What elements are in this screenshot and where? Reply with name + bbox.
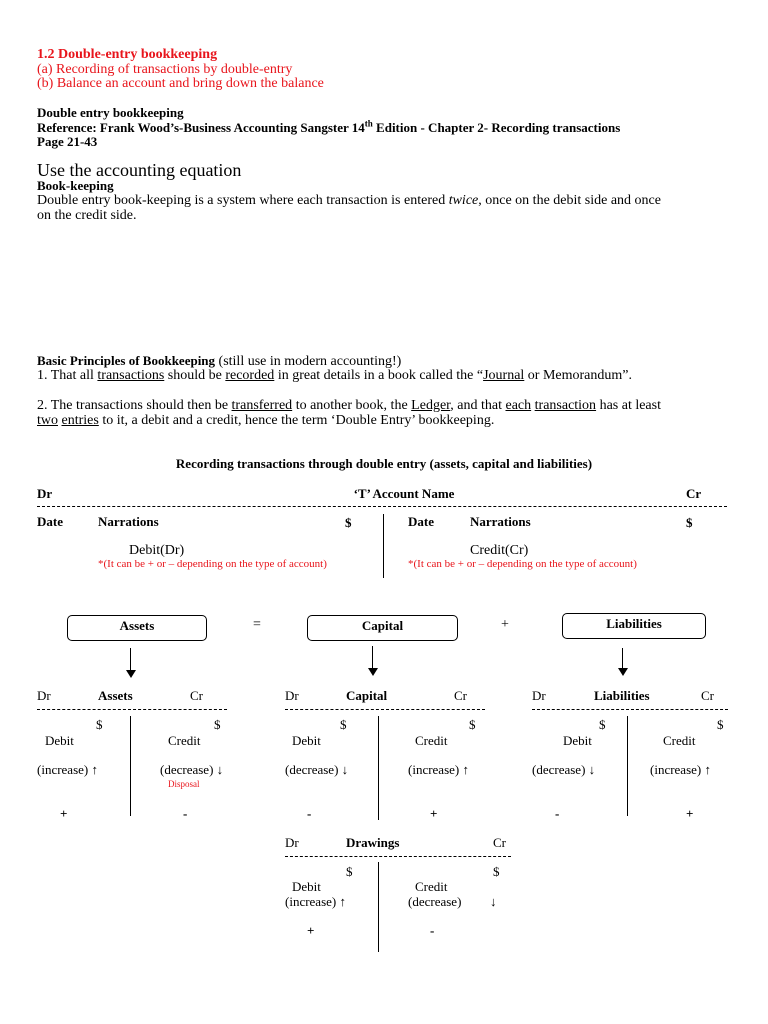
liabilities-left-effect: (decrease) ↓ (532, 762, 596, 777)
intro-title: Use the accounting equation (37, 160, 242, 180)
liabilities-right-effect: (increase) ↑ (650, 762, 711, 777)
p2-text: 2. The transactions should then be (37, 398, 232, 413)
capital-credit: Credit (415, 733, 448, 748)
plus-sign: + (501, 617, 509, 632)
p2-underline: two (37, 413, 58, 428)
principle-2-line1 (37, 398, 661, 413)
capital-arrow-line (372, 646, 373, 670)
liabilities-credit: Credit (663, 733, 696, 748)
drawings-left-effect: (increase) ↑ (285, 894, 346, 909)
capital-debit: Debit (292, 733, 321, 748)
principles-heading-line (37, 353, 401, 369)
t-account-name: ‘T’ Account Name (353, 486, 455, 501)
t-credit-label: Credit(Cr) (470, 543, 529, 558)
assets-dr: Dr (37, 688, 51, 703)
assets-title: Assets (98, 688, 133, 703)
drawings-credit: Credit (415, 879, 448, 894)
liabilities-arrow-head (618, 668, 628, 676)
capital-left-sign: - (307, 806, 312, 821)
p2-text: , and that (450, 398, 506, 413)
t-cr-label: Cr (686, 486, 702, 501)
t-account-caption: Recording transactions through double entry (assets, capital and liabilities) (175, 456, 593, 471)
drawings-cur-left: $ (346, 864, 353, 879)
capital-right-sign: + (430, 806, 438, 821)
intro-text-after: , once on the debit side and once (478, 193, 661, 208)
liabilities-cr: Cr (701, 688, 714, 703)
drawings-right-effect: (decrease) (408, 894, 462, 909)
capital-dr: Dr (285, 688, 299, 703)
drawings-rule (285, 856, 511, 857)
t-debit-label: Debit(Dr) (129, 543, 185, 558)
liabilities-debit: Debit (563, 733, 592, 748)
liabilities-title: Liabilities (594, 688, 650, 703)
p2-underline: transaction (534, 398, 597, 413)
intro-text-before: Double entry book-keeping is a system where each transaction is entered (37, 193, 449, 208)
t-dr-label: Dr (37, 486, 53, 501)
liabilities-box (562, 613, 706, 639)
reference-pages: Page 21-43 (37, 134, 98, 149)
capital-box (307, 615, 458, 641)
t-debit-note: *(It can be + or – depending on the type of account) (98, 558, 327, 570)
principle-1 (37, 368, 632, 383)
principles-heading-note: (still use in modern accounting!) (215, 354, 402, 369)
t-left-narrations: Narrations (98, 514, 159, 529)
drawings-title: Drawings (346, 835, 400, 850)
p2-underline: each (505, 398, 532, 413)
principles-heading: Basic Principles of Bookkeeping (37, 353, 216, 368)
objective-a: (a) Recording of transactions by double-entry (37, 62, 293, 77)
p2-text: has at least (596, 398, 661, 413)
liabilities-right-sign: + (686, 806, 694, 821)
t-credit-note: *(It can be + or – depending on the type of account) (408, 558, 637, 570)
liabilities-left-sign: - (555, 806, 560, 821)
capital-right-effect: (increase) ↑ (408, 762, 469, 777)
liabilities-dr: Dr (532, 688, 546, 703)
p1-underline: Journal (483, 368, 525, 383)
p2-text: to it, a debit and a credit, hence the term ‘Double Entry’ bookkeeping. (98, 413, 495, 428)
p1-text: or Memorandum”. (524, 368, 632, 383)
reference-superscript: th (364, 118, 373, 129)
t-account-rule (37, 506, 727, 507)
drawings-right-sign: - (430, 923, 435, 938)
equals-sign: = (253, 617, 261, 632)
reference-heading: Double entry bookkeeping (37, 105, 184, 120)
t-right-narrations: Narrations (470, 514, 531, 529)
assets-rule (37, 709, 227, 710)
principle-2-line2 (37, 413, 494, 428)
drawings-left-sign: + (307, 923, 315, 938)
capital-arrow-head (368, 668, 378, 676)
p2-underline: entries (61, 413, 99, 428)
assets-debit: Debit (45, 733, 74, 748)
reference-prefix: Reference: Frank Wood’s-Business Accounting Sangster 14 (37, 120, 365, 135)
capital-rule (285, 709, 485, 710)
p1-text: in great details in a book called the “ (274, 368, 484, 383)
t-left-currency: $ (345, 515, 352, 530)
assets-arrow-line (130, 648, 131, 672)
liabilities-box-label: Liabilities (606, 616, 662, 631)
drawings-cr: Cr (493, 835, 506, 850)
p2-underline: transferred (231, 398, 293, 413)
assets-left-sign: + (60, 806, 68, 821)
drawings-down-arrow: ↓ (490, 894, 497, 909)
p1-underline: recorded (225, 368, 275, 383)
assets-right-sign: - (183, 806, 188, 821)
drawings-debit: Debit (292, 879, 321, 894)
capital-cr: Cr (454, 688, 467, 703)
liabilities-divider (627, 716, 628, 816)
drawings-cur-right: $ (493, 864, 500, 879)
drawings-divider (378, 862, 379, 952)
capital-left-effect: (decrease) ↓ (285, 762, 349, 777)
assets-cur-left: $ (96, 717, 103, 732)
assets-disposal-note: Disposal (168, 779, 200, 789)
t-right-date: Date (408, 514, 434, 529)
p1-text: 1. That all (37, 368, 98, 383)
assets-divider (130, 716, 131, 816)
capital-cur-right: $ (469, 717, 476, 732)
liabilities-cur-right: $ (717, 717, 724, 732)
assets-cur-right: $ (214, 717, 221, 732)
p2-text: to another book, the (292, 398, 412, 413)
t-right-currency: $ (686, 515, 693, 530)
intro-text-line2: on the credit side. (37, 208, 137, 223)
intro-subheading: Book-keeping (37, 178, 114, 193)
capital-title: Capital (346, 688, 388, 703)
p1-text: should be (164, 368, 226, 383)
liabilities-cur-left: $ (599, 717, 606, 732)
assets-right-effect: (decrease) ↓ (160, 762, 224, 777)
section-title: 1.2 Double-entry bookkeeping (37, 47, 218, 62)
p2-underline: Ledger (411, 398, 451, 413)
t-account-divider (383, 514, 384, 578)
reference-suffix: Edition - Chapter 2- Recording transactions (372, 120, 621, 135)
capital-box-label: Capital (361, 618, 404, 633)
capital-cur-left: $ (340, 717, 347, 732)
assets-box (67, 615, 207, 641)
assets-credit: Credit (168, 733, 201, 748)
assets-left-effect: (increase) ↑ (37, 762, 98, 777)
p1-underline: transactions (97, 368, 165, 383)
intro-text-line1 (37, 193, 661, 208)
assets-cr: Cr (190, 688, 203, 703)
drawings-dr: Dr (285, 835, 299, 850)
liabilities-rule (532, 709, 728, 710)
assets-box-label: Assets (119, 618, 155, 633)
assets-arrow-head (126, 670, 136, 678)
objective-b: (b) Balance an account and bring down the balance (37, 76, 324, 91)
t-left-date: Date (37, 514, 63, 529)
capital-divider (378, 716, 379, 820)
reference-line (37, 120, 620, 135)
intro-text-em: twice (448, 193, 479, 208)
